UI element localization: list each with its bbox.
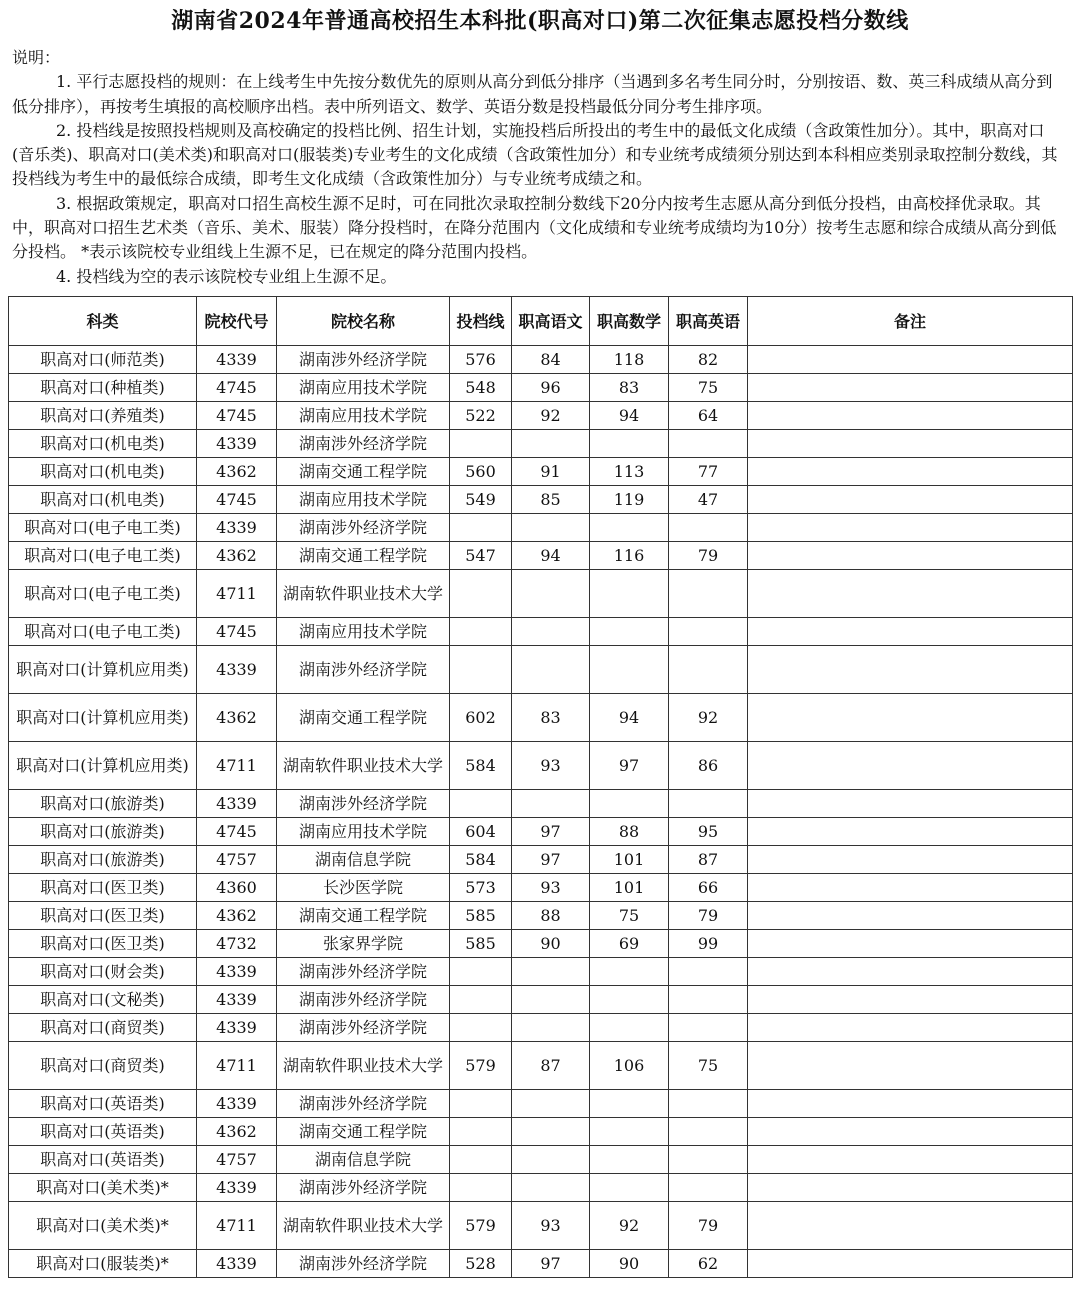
cell-chinese: 93 (512, 742, 590, 790)
cell-chinese: 83 (512, 694, 590, 742)
cell-category: 职高对口(文秘类) (9, 986, 197, 1014)
cell-math (590, 646, 669, 694)
cell-remark (748, 846, 1073, 874)
cell-line (450, 514, 512, 542)
cell-code: 4745 (197, 486, 277, 514)
table-row (9, 902, 1073, 930)
cell-math (590, 1146, 669, 1174)
cell-math: 113 (590, 458, 669, 486)
cell-school: 湖南软件职业技术大学 (277, 1202, 450, 1250)
cell-english: 66 (669, 874, 748, 902)
cell-category: 职高对口(美术类)* (9, 1174, 197, 1202)
cell-english: 79 (669, 902, 748, 930)
header-category: 科类 (9, 297, 197, 346)
table-row (9, 542, 1073, 570)
table-row (9, 486, 1073, 514)
cell-school: 湖南软件职业技术大学 (277, 1042, 450, 1090)
cell-category: 职高对口(机电类) (9, 458, 197, 486)
cell-line: 573 (450, 874, 512, 902)
table-row (9, 742, 1073, 790)
cell-chinese (512, 986, 590, 1014)
table-row (9, 458, 1073, 486)
cell-math: 75 (590, 902, 669, 930)
cell-school: 湖南交通工程学院 (277, 542, 450, 570)
cell-math: 119 (590, 486, 669, 514)
cell-line (450, 1014, 512, 1042)
cell-school: 湖南涉外经济学院 (277, 958, 450, 986)
cell-line: 576 (450, 346, 512, 374)
cell-line (450, 430, 512, 458)
cell-english (669, 1118, 748, 1146)
cell-chinese (512, 1090, 590, 1118)
cell-english (669, 514, 748, 542)
cell-line (450, 1146, 512, 1174)
cell-english: 99 (669, 930, 748, 958)
cell-math (590, 1014, 669, 1042)
cell-code: 4339 (197, 1014, 277, 1042)
cell-code: 4339 (197, 646, 277, 694)
cell-remark (748, 1202, 1073, 1250)
cell-english: 64 (669, 402, 748, 430)
cell-remark (748, 1014, 1073, 1042)
cell-school: 湖南软件职业技术大学 (277, 570, 450, 618)
cell-chinese (512, 1146, 590, 1174)
cell-english (669, 1174, 748, 1202)
cell-category: 职高对口(美术类)* (9, 1202, 197, 1250)
cell-school: 湖南应用技术学院 (277, 402, 450, 430)
cell-code: 4339 (197, 958, 277, 986)
cell-line: 585 (450, 930, 512, 958)
cell-math (590, 958, 669, 986)
cell-category: 职高对口(医卫类) (9, 930, 197, 958)
cell-category: 职高对口(养殖类) (9, 402, 197, 430)
cell-english (669, 790, 748, 818)
cell-chinese (512, 958, 590, 986)
table-row (9, 1090, 1073, 1118)
header-remark: 备注 (748, 297, 1073, 346)
cell-line: 549 (450, 486, 512, 514)
cell-line (450, 958, 512, 986)
cell-school: 湖南涉外经济学院 (277, 1014, 450, 1042)
cell-math (590, 790, 669, 818)
table-row (9, 402, 1073, 430)
cell-remark (748, 1174, 1073, 1202)
table-row (9, 874, 1073, 902)
cell-code: 4362 (197, 542, 277, 570)
cell-math (590, 618, 669, 646)
cell-math: 83 (590, 374, 669, 402)
cell-code: 4339 (197, 346, 277, 374)
cell-english: 87 (669, 846, 748, 874)
table-row (9, 570, 1073, 618)
admission-score-table (8, 296, 1073, 1278)
cell-category: 职高对口(机电类) (9, 486, 197, 514)
header-line: 投档线 (450, 297, 512, 346)
cell-school: 湖南应用技术学院 (277, 618, 450, 646)
cell-category: 职高对口(商贸类) (9, 1014, 197, 1042)
cell-line: 560 (450, 458, 512, 486)
table-row (9, 790, 1073, 818)
cell-english: 77 (669, 458, 748, 486)
table-row (9, 958, 1073, 986)
cell-math: 116 (590, 542, 669, 570)
cell-line (450, 570, 512, 618)
table-row (9, 1118, 1073, 1146)
cell-math (590, 1174, 669, 1202)
cell-english: 82 (669, 346, 748, 374)
cell-english (669, 618, 748, 646)
cell-line: 579 (450, 1042, 512, 1090)
cell-category: 职高对口(财会类) (9, 958, 197, 986)
cell-code: 4362 (197, 458, 277, 486)
cell-line (450, 1118, 512, 1146)
cell-category: 职高对口(机电类) (9, 430, 197, 458)
cell-remark (748, 1250, 1073, 1278)
cell-code: 4711 (197, 1042, 277, 1090)
cell-remark (748, 790, 1073, 818)
table-row (9, 1146, 1073, 1174)
cell-remark (748, 1146, 1073, 1174)
notes-section (12, 46, 1066, 289)
cell-code: 4745 (197, 374, 277, 402)
note-item: 4. 投档线为空的表示该院校专业组上生源不足。 (56, 266, 397, 286)
cell-chinese: 90 (512, 930, 590, 958)
cell-school: 湖南涉外经济学院 (277, 1174, 450, 1202)
cell-remark (748, 430, 1073, 458)
cell-math: 94 (590, 694, 669, 742)
cell-english: 79 (669, 1202, 748, 1250)
table-row (9, 846, 1073, 874)
table-header-row (9, 297, 1073, 346)
cell-math (590, 570, 669, 618)
cell-category: 职高对口(医卫类) (9, 874, 197, 902)
cell-english: 92 (669, 694, 748, 742)
cell-code: 4757 (197, 846, 277, 874)
cell-category: 职高对口(计算机应用类) (9, 742, 197, 790)
cell-category: 职高对口(种植类) (9, 374, 197, 402)
cell-chinese: 94 (512, 542, 590, 570)
cell-english (669, 646, 748, 694)
table-row (9, 430, 1073, 458)
cell-chinese (512, 430, 590, 458)
cell-code: 4711 (197, 1202, 277, 1250)
cell-english (669, 570, 748, 618)
cell-line: 579 (450, 1202, 512, 1250)
cell-school: 湖南应用技术学院 (277, 818, 450, 846)
cell-school: 湖南涉外经济学院 (277, 790, 450, 818)
cell-remark (748, 570, 1073, 618)
cell-category: 职高对口(师范类) (9, 346, 197, 374)
cell-category: 职高对口(计算机应用类) (9, 646, 197, 694)
cell-remark (748, 346, 1073, 374)
cell-category: 职高对口(英语类) (9, 1090, 197, 1118)
cell-code: 4711 (197, 742, 277, 790)
cell-line (450, 646, 512, 694)
cell-school: 湖南信息学院 (277, 846, 450, 874)
cell-line (450, 790, 512, 818)
table-row (9, 618, 1073, 646)
note-item: 3. 根据政策规定，职高对口招生高校生源不足时，可在同批次录取控制分数线下20分内按考生志愿从高分到低分投档，由高校择优录取。其中，职高对口招生艺术类（音乐、美术、服装）降分投档时，在降分范围内（文化成绩和专业统考成绩均为10分）按考生志愿和综合成绩从高分到低分投档。 *表示该院校专业组线上生源不足，已在规定的降分范围内投档。 (12, 193, 1057, 262)
page-title: 湖南省2024年普通高校招生本科批(职高对口)第二次征集志愿投档分数线 (171, 8, 909, 34)
cell-chinese (512, 1174, 590, 1202)
cell-remark (748, 514, 1073, 542)
cell-line (450, 986, 512, 1014)
cell-chinese (512, 514, 590, 542)
cell-math: 97 (590, 742, 669, 790)
cell-chinese: 97 (512, 818, 590, 846)
cell-category: 职高对口(电子电工类) (9, 514, 197, 542)
cell-category: 职高对口(商贸类) (9, 1042, 197, 1090)
table-row (9, 1174, 1073, 1202)
table-row (9, 1202, 1073, 1250)
cell-remark (748, 818, 1073, 846)
cell-chinese: 96 (512, 374, 590, 402)
header-english: 职高英语 (669, 297, 748, 346)
header-math: 职高数学 (590, 297, 669, 346)
cell-chinese (512, 570, 590, 618)
cell-english: 95 (669, 818, 748, 846)
cell-school: 湖南涉外经济学院 (277, 986, 450, 1014)
cell-category: 职高对口(计算机应用类) (9, 694, 197, 742)
cell-math (590, 430, 669, 458)
cell-chinese (512, 646, 590, 694)
cell-remark (748, 618, 1073, 646)
cell-category: 职高对口(旅游类) (9, 846, 197, 874)
cell-line: 547 (450, 542, 512, 570)
cell-school: 湖南涉外经济学院 (277, 514, 450, 542)
cell-line (450, 618, 512, 646)
cell-chinese: 91 (512, 458, 590, 486)
cell-category: 职高对口(英语类) (9, 1118, 197, 1146)
cell-remark (748, 1042, 1073, 1090)
cell-remark (748, 458, 1073, 486)
cell-english: 62 (669, 1250, 748, 1278)
cell-chinese: 97 (512, 846, 590, 874)
cell-school: 湖南信息学院 (277, 1146, 450, 1174)
table-row (9, 694, 1073, 742)
cell-line: 522 (450, 402, 512, 430)
cell-code: 4745 (197, 818, 277, 846)
table-row (9, 646, 1073, 694)
cell-code: 4339 (197, 986, 277, 1014)
cell-english (669, 430, 748, 458)
table-row (9, 930, 1073, 958)
cell-remark (748, 958, 1073, 986)
cell-remark (748, 1118, 1073, 1146)
cell-remark (748, 486, 1073, 514)
cell-math: 106 (590, 1042, 669, 1090)
cell-math (590, 1090, 669, 1118)
cell-line: 584 (450, 742, 512, 790)
cell-english: 75 (669, 374, 748, 402)
cell-line (450, 1090, 512, 1118)
cell-line: 548 (450, 374, 512, 402)
cell-chinese: 92 (512, 402, 590, 430)
cell-line: 584 (450, 846, 512, 874)
cell-code: 4745 (197, 402, 277, 430)
header-school: 院校名称 (277, 297, 450, 346)
cell-chinese: 93 (512, 1202, 590, 1250)
cell-remark (748, 1090, 1073, 1118)
cell-code: 4339 (197, 514, 277, 542)
table-row (9, 346, 1073, 374)
cell-chinese: 85 (512, 486, 590, 514)
header-chinese: 职高语文 (512, 297, 590, 346)
cell-code: 4339 (197, 1090, 277, 1118)
cell-school: 长沙医学院 (277, 874, 450, 902)
table-row (9, 818, 1073, 846)
cell-remark (748, 402, 1073, 430)
cell-code: 4711 (197, 570, 277, 618)
table-body (9, 346, 1073, 1278)
note-item: 2. 投档线是按照投档规则及高校确定的投档比例、招生计划，实施投档后所投出的考生中的最低文化成绩（含政策性加分）。其中，职高对口(音乐类)、职高对口(美术类)和职高对口(服装类)专业考生的文化成绩（含政策性加分）和专业统考成绩须分别达到本科相应类别录取控制分数线，其投档线为考生中的最低综合成绩，即考生文化成绩（含政策性加分）与专业统考成绩之和。 (12, 120, 1058, 189)
cell-category: 职高对口(电子电工类) (9, 570, 197, 618)
cell-category: 职高对口(旅游类) (9, 818, 197, 846)
cell-category: 职高对口(医卫类) (9, 902, 197, 930)
table-row (9, 986, 1073, 1014)
cell-school: 湖南应用技术学院 (277, 374, 450, 402)
cell-chinese (512, 790, 590, 818)
note-item: 1. 平行志愿投档的规则：在上线考生中先按分数优先的原则从高分到低分排序（当遇到多名考生同分时，分别按语、数、英三科成绩从高分到低分排序），再按考生填报的高校顺序出档。表中所列语文、数学、英语分数是投档最低分同分考生排序项。 (12, 72, 1053, 116)
cell-line (450, 1174, 512, 1202)
cell-math: 92 (590, 1202, 669, 1250)
cell-math: 101 (590, 874, 669, 902)
cell-line: 585 (450, 902, 512, 930)
cell-math: 69 (590, 930, 669, 958)
cell-math: 90 (590, 1250, 669, 1278)
cell-school: 张家界学院 (277, 930, 450, 958)
cell-line: 528 (450, 1250, 512, 1278)
cell-code: 4745 (197, 618, 277, 646)
table-row (9, 1014, 1073, 1042)
cell-english: 75 (669, 1042, 748, 1090)
cell-school: 湖南交通工程学院 (277, 458, 450, 486)
cell-remark (748, 902, 1073, 930)
cell-category: 职高对口(旅游类) (9, 790, 197, 818)
cell-math (590, 986, 669, 1014)
cell-category: 职高对口(英语类) (9, 1146, 197, 1174)
cell-category: 职高对口(电子电工类) (9, 542, 197, 570)
table-row (9, 374, 1073, 402)
cell-english (669, 1146, 748, 1174)
table-row (9, 514, 1073, 542)
cell-code: 4362 (197, 694, 277, 742)
cell-school: 湖南涉外经济学院 (277, 1250, 450, 1278)
cell-remark (748, 694, 1073, 742)
cell-line: 602 (450, 694, 512, 742)
cell-chinese (512, 1118, 590, 1146)
cell-school: 湖南交通工程学院 (277, 694, 450, 742)
cell-school: 湖南涉外经济学院 (277, 346, 450, 374)
cell-english: 79 (669, 542, 748, 570)
cell-english (669, 1090, 748, 1118)
header-code: 院校代号 (197, 297, 277, 346)
cell-code: 4732 (197, 930, 277, 958)
cell-school: 湖南涉外经济学院 (277, 646, 450, 694)
cell-code: 4360 (197, 874, 277, 902)
cell-english (669, 986, 748, 1014)
cell-chinese (512, 618, 590, 646)
cell-math (590, 1118, 669, 1146)
cell-line: 604 (450, 818, 512, 846)
cell-code: 4339 (197, 430, 277, 458)
cell-school: 湖南涉外经济学院 (277, 430, 450, 458)
cell-english (669, 1014, 748, 1042)
cell-chinese: 84 (512, 346, 590, 374)
cell-school: 湖南交通工程学院 (277, 902, 450, 930)
cell-math: 88 (590, 818, 669, 846)
cell-remark (748, 646, 1073, 694)
cell-english (669, 958, 748, 986)
cell-english: 86 (669, 742, 748, 790)
cell-chinese: 87 (512, 1042, 590, 1090)
cell-remark (748, 742, 1073, 790)
cell-chinese (512, 1014, 590, 1042)
cell-code: 4362 (197, 1118, 277, 1146)
cell-school: 湖南软件职业技术大学 (277, 742, 450, 790)
cell-math: 94 (590, 402, 669, 430)
cell-code: 4339 (197, 790, 277, 818)
cell-code: 4362 (197, 902, 277, 930)
cell-code: 4757 (197, 1146, 277, 1174)
cell-remark (748, 930, 1073, 958)
cell-math: 118 (590, 346, 669, 374)
notes-heading: 说明： (12, 48, 61, 67)
cell-remark (748, 874, 1073, 902)
cell-school: 湖南涉外经济学院 (277, 1090, 450, 1118)
cell-category: 职高对口(服装类)* (9, 1250, 197, 1278)
cell-category: 职高对口(电子电工类) (9, 618, 197, 646)
cell-math (590, 514, 669, 542)
cell-english: 47 (669, 486, 748, 514)
table-row (9, 1250, 1073, 1278)
cell-remark (748, 374, 1073, 402)
cell-code: 4339 (197, 1250, 277, 1278)
cell-remark (748, 542, 1073, 570)
cell-school: 湖南交通工程学院 (277, 1118, 450, 1146)
cell-code: 4339 (197, 1174, 277, 1202)
cell-math: 101 (590, 846, 669, 874)
cell-chinese: 97 (512, 1250, 590, 1278)
cell-chinese: 88 (512, 902, 590, 930)
cell-chinese: 93 (512, 874, 590, 902)
table-row (9, 1042, 1073, 1090)
cell-remark (748, 986, 1073, 1014)
cell-school: 湖南应用技术学院 (277, 486, 450, 514)
